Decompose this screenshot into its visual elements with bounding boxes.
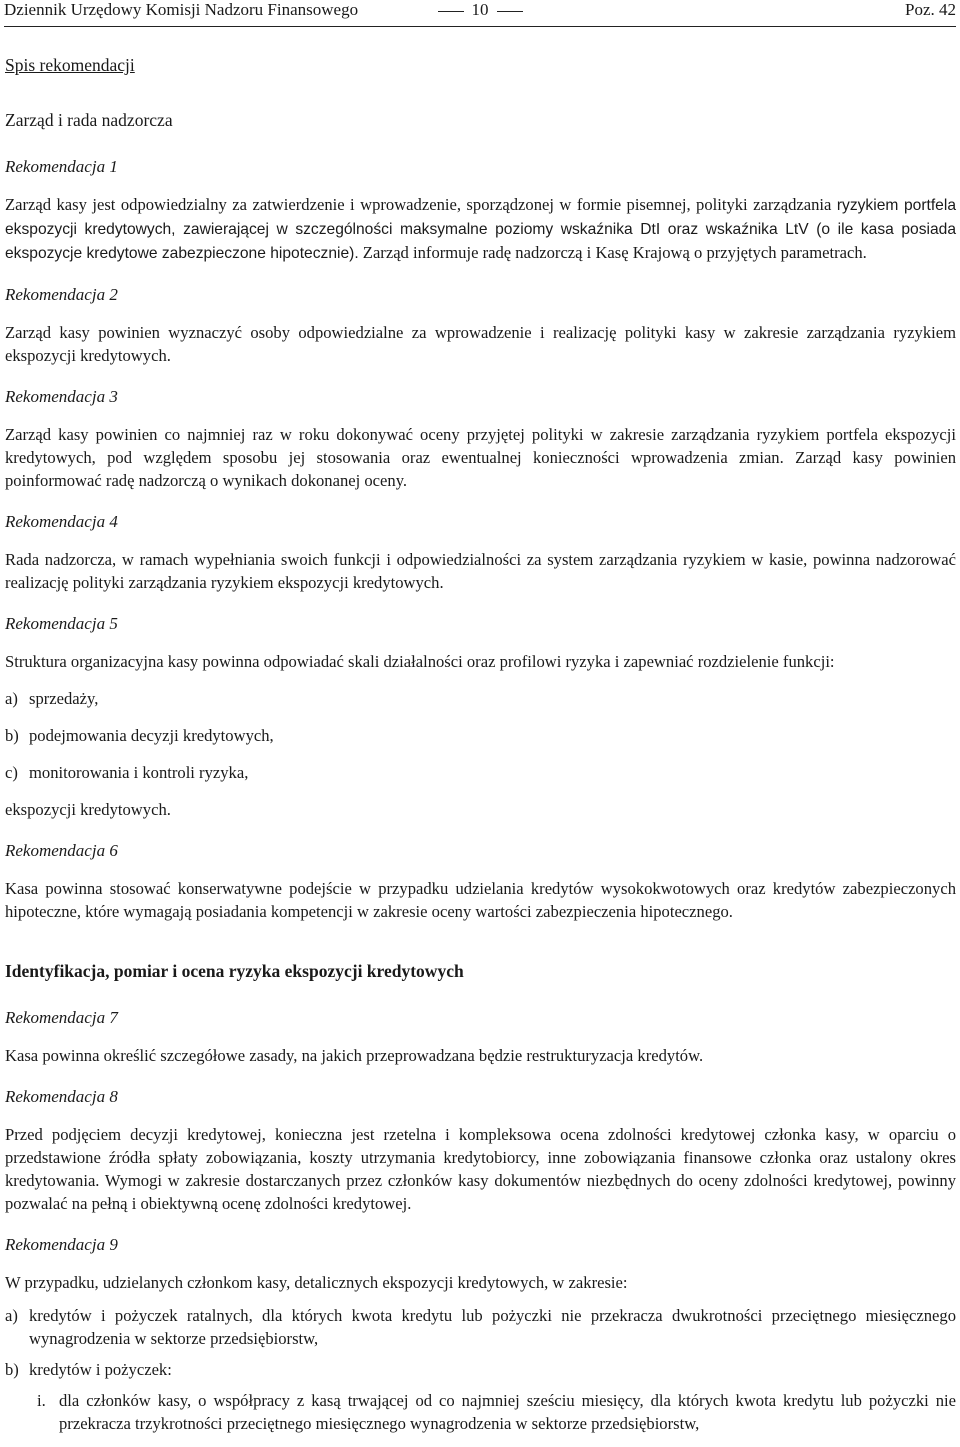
rec4-text: Rada nadzorcza, w ramach wypełniania swoich funkcji i odpowiedzialności za system zarządzania ryzykiem w kasie, powinna nadzorować realizację polityki zarządzania ryzykiem ekspozycji kredytowych. [5,550,956,592]
page-number-value: 10 [471,0,489,19]
rec9-text: W przypadku, udzielanych członkom kasy, detalicznych ekspozycji kredytowych, w zakresie: [5,1273,628,1292]
rec9-title: Rekomendacja 9 [5,1235,118,1254]
list-text: kredytów i pożyczek: [29,1360,172,1379]
dash-left [438,11,464,12]
list-text: sprzedaży, [29,689,99,708]
page-header [4,0,956,27]
dash-right [497,11,523,12]
sub-list-text: dla członków kasy, o współpracy z kasą trwającej od co najmniej sześciu miesięcy, dla których kwota kredytu lub pożyczki nie przekracza trzykrotności przeciętnego miesięcznego wynagrodzenia w sektorze przedsiębiorstw, [59,1391,956,1433]
rec5-title: Rekomendacja 5 [5,614,118,633]
rec4-title: Rekomendacja 4 [5,512,118,531]
rec3-text: Zarząd kasy powinien co najmniej raz w roku dokonywać oceny przyjętej polityki w zakresie zarządzania ryzykiem portfela ekspozycji kredytowych, pod względem sposobu jej stosowania oraz ewentualnej konieczności wprowadzenia zmian. Zarząd kasy powinien poinformować radę nadzorczą o wynikach dokonanej oceny. [5,425,956,490]
rec6-title: Rekomendacja 6 [5,841,118,860]
rec3-title: Rekomendacja 3 [5,387,118,406]
section-heading-risk: Identyfikacja, pomiar i ocena ryzyka ekspozycji kredytowych [5,961,464,981]
list-text: monitorowania i kontroli ryzyka, [29,763,249,782]
journal-title: Dziennik Urzędowy Komisji Nadzoru Finansowego [4,0,359,19]
list-marker: a) [5,689,18,708]
document-body [5,55,956,1435]
list-item [5,1304,956,1350]
list-item [5,1358,956,1381]
rec1-title: Rekomendacja 1 [5,157,118,176]
sub-list-item [37,1389,956,1435]
rec7-title: Rekomendacja 7 [5,1008,118,1027]
rec5-text: Struktura organizacyjna kasy powinna odpowiadać skali działalności oraz profilowi ryzyka i zapewniać rozdzielenie funkcji: [5,652,835,671]
rec2-text: Zarząd kasy powinien wyznaczyć osoby odpowiedzialne za wprowadzenie i realizację polityki kasy w zakresie zarządzania ryzykiem ekspozycji kredytowych. [5,323,956,365]
list-marker: b) [5,726,19,745]
toc-title: Spis rekomendacji [5,55,135,75]
list-item [5,761,956,784]
page-number [4,0,956,20]
rec1-text-part1: Zarząd kasy jest odpowiedzialny za zatwierdzenie i wprowadzenie, sporządzonej w formie pisemnej, polityki zarządzania [5,195,837,214]
list-item [5,687,956,710]
rec1-text-part3: Zarząd informuje radę nadzorczą i Kasę Krajową o przyjętych parametrach. [358,243,867,262]
rec8-title: Rekomendacja 8 [5,1087,118,1106]
section-heading-board: Zarząd i rada nadzorcza [5,110,173,130]
rec2-title: Rekomendacja 2 [5,285,118,304]
list-text: kredytów i pożyczek ratalnych, dla których kwota kredytu lub pożyczki nie przekracza dwukrotności przeciętnego miesięcznego wynagrodzenia w sektorze przedsiębiorstw, [29,1306,956,1348]
rec5-closing: ekspozycji kredytowych. [5,800,171,819]
sub-list-marker: i. [37,1391,46,1410]
position-number: Poz. 42 [905,0,956,19]
list-marker: c) [5,763,18,782]
rec8-text: Przed podjęciem decyzji kredytowej, konieczna jest rzetelna i kompleksowa ocena zdolności kredytowej członka kasy, w oparciu o przedstawione źródła spłaty zobowiązania, koszty utrzymania kredytobiorcy, inne zobowiązania finansowe członka oraz ustalony okres kredytowania. Wymogi w zakresie dostarczanych przez członków kasy dokumentów niezbędnych do oceny zdolności kredytowej, powinny pozwalać na pełną i obiektywną ocenę zdolności kredytowej. [5,1125,956,1213]
list-marker: a) [5,1306,18,1325]
list-text: podejmowania decyzji kredytowych, [29,726,274,745]
rec1-text-part2: ryzykiem portfela ekspozycji kredytowych, zawierającej w szczególności maksymalne poziomy wskaźnika DtI oraz wskaźnika LtV (o ile kasa posiada ekspozycje kredytowe zabezpieczone hipotecznie). [5,197,956,262]
rec7-text: Kasa powinna określić szczegółowe zasady, na jakich przeprowadzana będzie restrukturyzacja kredytów. [5,1046,704,1065]
rec1-text [5,193,956,265]
list-item [5,724,956,747]
list-marker: b) [5,1360,19,1379]
rec6-text: Kasa powinna stosować konserwatywne podejście w przypadku udzielania kredytów wysokokwotowych oraz kredytów zabezpieczonych hipoteczne, które wymagają posiadania kompetencji w zakresie oceny wartości zabezpieczenia hipotecznego. [5,879,956,921]
